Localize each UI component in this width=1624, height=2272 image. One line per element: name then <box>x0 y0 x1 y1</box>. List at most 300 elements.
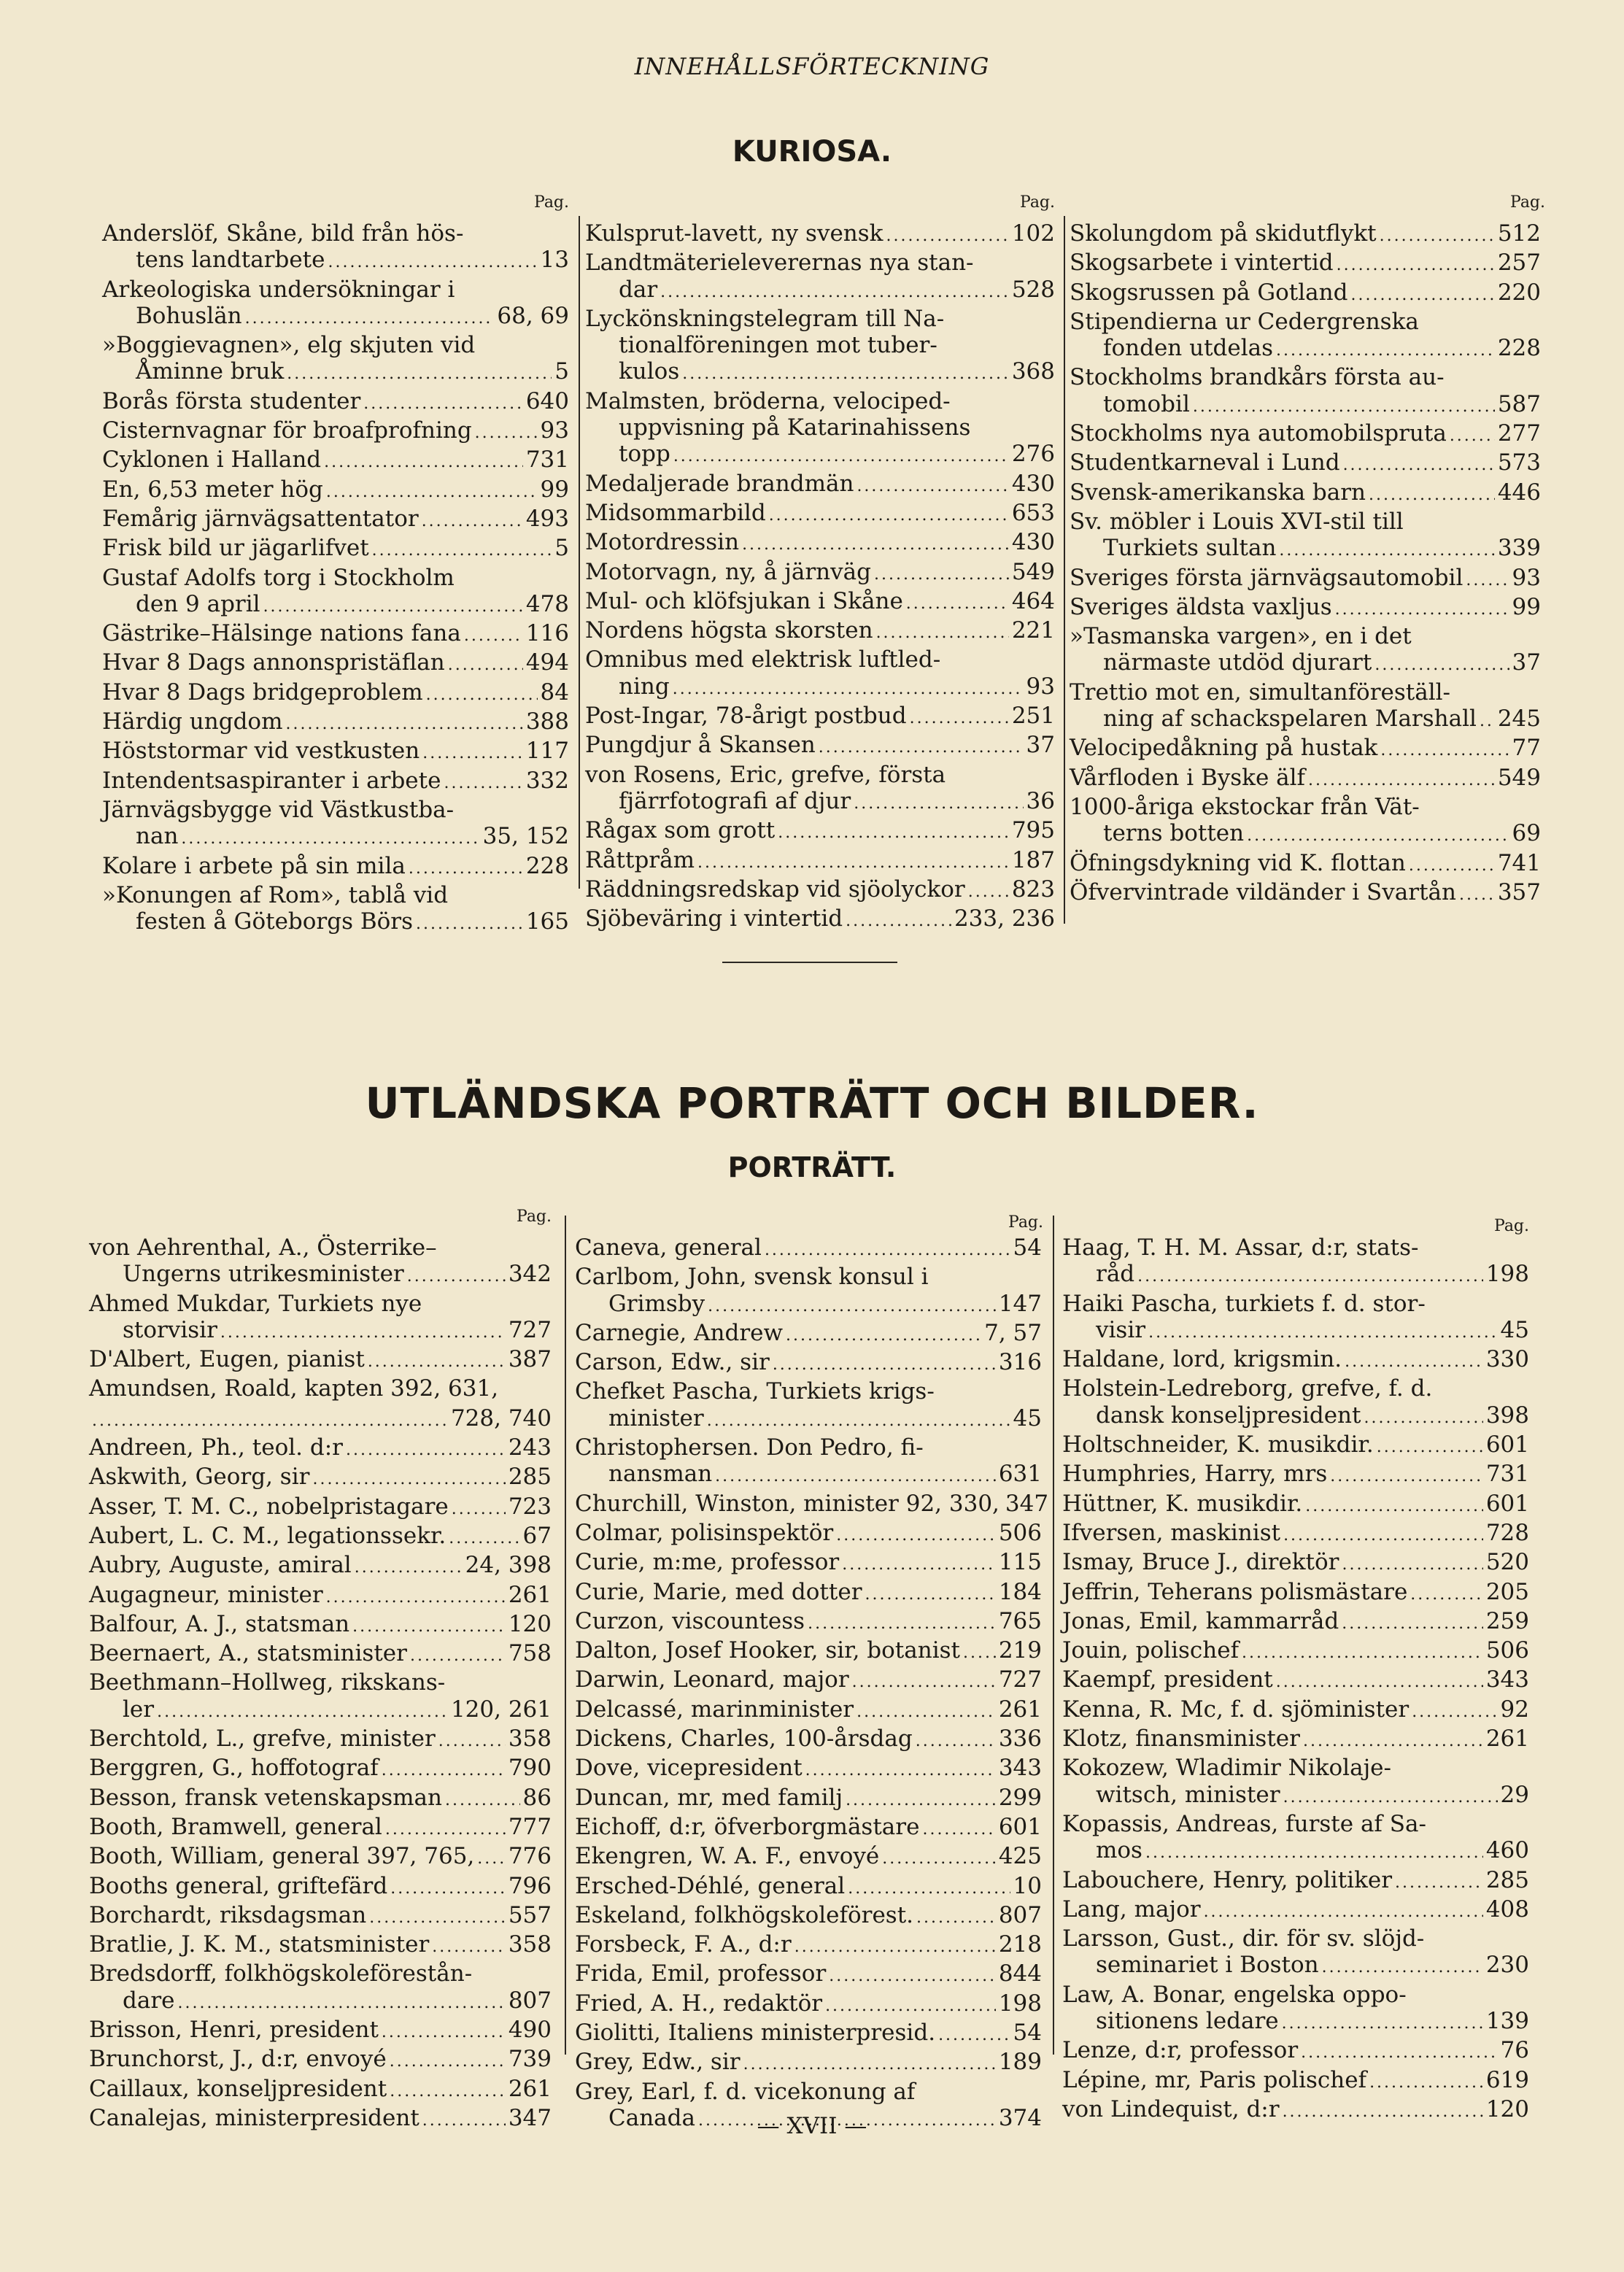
entry-text: Midsommarbild <box>585 499 766 526</box>
entry-text: ning <box>619 673 670 700</box>
entry-text: Eskeland, folkhögskoleförest. <box>575 1901 914 1928</box>
entry-text: den 9 april <box>136 590 260 617</box>
index-entry <box>585 817 1055 846</box>
index-entry <box>585 500 1055 529</box>
index-entry <box>89 1814 552 1843</box>
index-entry <box>585 732 1055 761</box>
page-ref: 549 <box>1011 558 1055 585</box>
index-entry <box>89 1405 552 1434</box>
page-ref: 823 <box>1011 876 1055 903</box>
dot-leader <box>1395 1870 1483 1896</box>
entry-text: Stockholms brandkårs första au- <box>1070 364 1445 391</box>
entry-text: Curie, m:me, professor <box>575 1549 840 1576</box>
entry-text: Skogsarbete i vintertid <box>1070 250 1334 277</box>
dot-leader <box>805 1758 996 1784</box>
page-ref: 316 <box>998 1349 1042 1376</box>
index-entry <box>575 1726 1042 1755</box>
page-ref: 807 <box>998 1901 1042 1928</box>
entry-text: Räddningsredskap vid sjöolyckor <box>585 876 965 903</box>
index-entry <box>575 1264 1042 1320</box>
entry-text: Ersched-Déhlé, general <box>575 1872 846 1899</box>
dot-leader <box>328 250 538 276</box>
dot-leader <box>1412 1699 1497 1726</box>
entry-text: tens landtarbete <box>136 247 325 274</box>
page-ref: 76 <box>1500 2037 1529 2064</box>
page-ref: 520 <box>1485 1549 1529 1576</box>
entry-text: Grey, Edw., sir <box>575 2049 741 2076</box>
page-ref: 430 <box>1011 470 1055 497</box>
section-divider <box>722 962 897 963</box>
dot-leader <box>707 1408 1010 1434</box>
entry-text: Christophersen. Don Pedro, fi- <box>575 1434 924 1461</box>
entry-text: Trettio mot en, simultanföreställ- <box>1070 679 1451 706</box>
page-ref: 251 <box>1011 703 1055 730</box>
index-entry <box>89 2046 552 2075</box>
entry-text: Carnegie, Andrew <box>575 1319 784 1346</box>
index-entry <box>102 768 569 797</box>
dot-leader <box>778 820 1009 846</box>
entry-text: Fried, A. H., redaktör <box>575 1990 823 2017</box>
entry-text: Femårig järnvägsattentator <box>102 505 419 532</box>
page-ref: 120, 261 <box>450 1696 552 1723</box>
index-entry <box>575 1931 1042 1960</box>
entry-text: Balfour, A. J., statsman <box>89 1610 350 1637</box>
running-header: INNEHÅLLSFÖRTECKNING <box>634 53 990 80</box>
dot-leader <box>842 1552 996 1578</box>
index-entry <box>1062 2037 1529 2066</box>
pag-label: Pag. <box>1494 1217 1530 1235</box>
index-entry <box>102 277 569 333</box>
entry-text: Sjöbeväring i vintertid <box>585 905 843 932</box>
entry-text: Stipendierna ur Cedergrenska <box>1070 308 1419 335</box>
page-ref: 37 <box>1512 649 1541 676</box>
entry-text: Nordens högsta skorsten <box>585 617 873 644</box>
page-ref: 233, 236 <box>954 905 1055 932</box>
portratt-column-3 <box>1062 1234 1529 2125</box>
page-ref: 184 <box>998 1578 1042 1605</box>
page-ref: 358 <box>508 1726 552 1753</box>
page-ref: 99 <box>540 476 569 503</box>
dot-leader <box>438 1728 506 1755</box>
kuriosa-column-3 <box>1070 220 1541 908</box>
page-ref: 807 <box>508 1987 552 2014</box>
entry-text: Haiki Pascha, turkiets f. d. stor- <box>1062 1290 1426 1317</box>
page-ref: 45 <box>1013 1404 1042 1431</box>
page-ref: 24, 398 <box>465 1552 552 1579</box>
entry-text: Berchtold, L., grefve, minister <box>89 1726 436 1753</box>
entry-text: nan <box>136 823 179 850</box>
index-entry <box>89 1375 552 1404</box>
dot-leader <box>1303 1728 1483 1755</box>
dot-leader <box>285 711 522 738</box>
index-entry <box>89 2076 552 2105</box>
page-ref: 35, 152 <box>482 823 569 850</box>
entry-text: Post-Ingar, 78-årigt postbud <box>585 703 907 730</box>
index-entry <box>575 2049 1042 2078</box>
entry-text: En, 6,53 meter hög <box>102 476 323 503</box>
entry-text: D'Albert, Eugen, pianist <box>89 1346 365 1373</box>
entry-text: Omnibus med elektrisk luftled- <box>585 646 941 673</box>
dot-leader <box>368 1349 506 1375</box>
index-entry <box>89 1464 552 1493</box>
dot-leader <box>1480 708 1495 735</box>
dot-leader <box>449 1526 519 1552</box>
page-ref: 493 <box>525 505 569 532</box>
dot-leader <box>426 682 538 708</box>
entry-text: Kolare i arbete på sin mila <box>102 852 406 879</box>
entry-text: mos <box>1096 1837 1142 1864</box>
page-ref: 219 <box>998 1637 1042 1664</box>
dot-leader <box>1276 1669 1483 1696</box>
page-ref: 506 <box>998 1519 1042 1546</box>
index-entry <box>89 1552 552 1581</box>
index-entry <box>89 1346 552 1375</box>
entry-text: dare <box>123 1987 175 2014</box>
index-entry <box>1062 1755 1529 1811</box>
index-entry <box>1070 594 1541 623</box>
page-ref: 228 <box>1497 335 1541 362</box>
entry-text: fonden utdelas <box>1103 335 1274 362</box>
dot-leader <box>1345 1349 1483 1375</box>
dot-leader <box>390 2079 506 2105</box>
entry-text: von Lindequist, d:r <box>1062 2095 1280 2122</box>
index-entry <box>102 797 569 853</box>
index-entry <box>575 1434 1042 1491</box>
dot-leader <box>854 791 1023 817</box>
index-entry <box>89 1582 552 1611</box>
index-entry <box>1070 794 1541 850</box>
dot-leader <box>1450 423 1495 449</box>
entry-text: Öfvervintrade vildänder i Svartån <box>1070 878 1456 905</box>
dot-leader <box>448 652 523 679</box>
index-entry <box>585 588 1055 617</box>
entry-text: närmaste utdöd djurart <box>1103 649 1372 676</box>
index-entry <box>575 1320 1042 1349</box>
index-entry <box>102 535 569 564</box>
index-entry <box>1070 364 1541 420</box>
dot-leader <box>245 306 495 332</box>
page-ref: 601 <box>1485 1431 1529 1458</box>
dot-leader <box>1377 1434 1483 1461</box>
index-entry <box>575 1960 1042 1990</box>
index-entry <box>575 1902 1042 1931</box>
dot-leader <box>846 1788 996 1814</box>
page-ref: 430 <box>1011 529 1055 556</box>
index-entry <box>1062 1461 1529 1490</box>
entry-text: Dove, vicepresident <box>575 1755 803 1782</box>
dot-leader <box>464 623 523 649</box>
dot-leader <box>407 1264 506 1290</box>
dot-leader <box>848 1876 1010 1902</box>
dot-leader <box>673 676 1024 703</box>
index-entry <box>1062 1867 1529 1896</box>
page-ref: 120 <box>508 1610 552 1637</box>
column-divider <box>565 1216 566 2055</box>
entry-text: ning af schackspelaren Marshall <box>1103 706 1477 733</box>
entry-text: Amundsen, Roald, kapten 392, 631, <box>89 1375 499 1402</box>
page-ref: 5 <box>554 358 569 385</box>
page-ref: 7, 57 <box>984 1319 1042 1346</box>
page-ref: 261 <box>1485 1726 1529 1753</box>
page-ref: 220 <box>1497 279 1541 306</box>
index-entry <box>1062 1726 1529 1755</box>
entry-text: Sveriges äldsta vaxljus <box>1070 593 1332 620</box>
entry-text: Sveriges första järnvägsautomobil <box>1070 564 1463 591</box>
dot-leader <box>794 1934 996 1960</box>
index-entry <box>89 1902 552 1931</box>
entry-text: Ifversen, maskinist <box>1062 1519 1281 1546</box>
entry-text: Curzon, viscountess <box>575 1607 805 1634</box>
page-ref: 727 <box>998 1666 1042 1693</box>
entry-text: Labouchere, Henry, politiker <box>1062 1866 1393 1893</box>
index-entry <box>585 388 1055 471</box>
dot-leader <box>852 1669 996 1696</box>
page-ref: 460 <box>1485 1837 1529 1864</box>
page-ref: 257 <box>1497 250 1541 277</box>
page-ref: 640 <box>525 387 569 414</box>
entry-text: Caneva, general <box>575 1234 762 1261</box>
entry-text: Darwin, Leonard, major <box>575 1666 849 1693</box>
index-entry <box>102 708 569 738</box>
index-entry <box>585 250 1055 306</box>
dot-leader <box>916 1905 996 1931</box>
entry-text: Curie, Marie, med dotter <box>575 1578 862 1605</box>
portratt-column-1 <box>89 1234 552 2134</box>
entry-text: Larsson, Gust., dir. för sv. slöjd- <box>1062 1925 1425 1952</box>
dot-leader <box>836 1523 996 1549</box>
index-entry <box>1062 1896 1529 1925</box>
index-entry <box>1062 1982 1529 2038</box>
entry-text: Velocipedåkning på hustak <box>1070 735 1378 762</box>
dot-leader <box>1301 2040 1497 2066</box>
page-ref: 446 <box>1497 479 1541 506</box>
dot-leader <box>1193 394 1495 420</box>
page-ref: 332 <box>525 767 569 794</box>
kuriosa-section-title: KURIOSA. <box>732 135 892 169</box>
entry-text: Gästrike–Hälsinge nations fana <box>102 620 461 647</box>
entry-text: Kopassis, Andreas, furste af Sa- <box>1062 1810 1426 1837</box>
entry-text: Delcassé, marinminister <box>575 1696 854 1723</box>
page-ref: 549 <box>1497 764 1541 791</box>
page-ref: 54 <box>1013 2020 1042 2047</box>
entry-text: Askwith, Georg, sir <box>89 1464 310 1491</box>
index-entry <box>585 905 1055 935</box>
entry-text: Råttpråm <box>585 846 695 873</box>
entry-text: Skogsrussen på Gotland <box>1070 279 1348 306</box>
page-ref: 93 <box>540 417 569 444</box>
index-entry <box>575 1378 1042 1434</box>
dot-leader <box>1337 252 1495 279</box>
page-ref: 187 <box>1011 846 1055 873</box>
dot-leader <box>220 1320 506 1346</box>
index-entry <box>89 1873 552 1902</box>
page-ref: 45 <box>1500 1316 1529 1343</box>
entry-text: Frisk bild ur jägarlifvet <box>102 535 369 562</box>
page-ref: 218 <box>998 1931 1042 1958</box>
index-entry <box>585 703 1055 732</box>
entry-text: Forsbeck, F. A., d:r <box>575 1931 792 1958</box>
entry-text: Medaljerade brandmän <box>585 470 854 497</box>
entry-text: Borchardt, riksdagsman <box>89 1901 367 1928</box>
entry-text: tomobil <box>1103 390 1190 417</box>
entry-text: Intendentsaspiranter i arbete <box>102 767 441 794</box>
index-entry <box>102 447 569 476</box>
entry-text: Churchill, Winston, minister 92, 330, <box>575 1490 999 1517</box>
entry-text: Borås första studenter <box>102 387 361 414</box>
index-entry <box>1070 479 1541 509</box>
page-ref: 619 <box>1485 2066 1529 2093</box>
entry-text: storvisir <box>123 1316 217 1343</box>
pag-label: Pag. <box>1510 193 1546 212</box>
page-ref: 343 <box>1485 1666 1529 1693</box>
index-entry <box>1070 279 1541 309</box>
page-ref: 731 <box>1485 1461 1529 1488</box>
page-ref: 285 <box>1485 1866 1529 1893</box>
page-ref: 777 <box>508 1813 552 1840</box>
dot-leader <box>324 449 523 476</box>
dot-leader <box>857 474 1008 500</box>
index-entry <box>102 220 569 277</box>
dot-leader <box>382 2020 506 2046</box>
dot-leader <box>846 908 951 935</box>
entry-text: Giolitti, Italiens ministerpresid. <box>575 2020 936 2047</box>
page-ref: 117 <box>525 738 569 765</box>
index-entry <box>89 1523 552 1552</box>
entry-text: Haag, T. H. M. Assar, d:r, stats- <box>1062 1234 1419 1261</box>
page-ref: 343 <box>998 1755 1042 1782</box>
page-ref: 330 <box>1485 1346 1529 1373</box>
index-entry <box>89 1291 552 1347</box>
dot-leader <box>1276 338 1495 364</box>
index-entry <box>102 738 569 767</box>
entry-text: Hvar 8 Dags bridgeproblem <box>102 679 423 706</box>
index-entry <box>102 388 569 417</box>
entry-text: Skolungdom på skidutflykt <box>1070 220 1377 247</box>
dot-leader <box>445 1788 520 1814</box>
entry-text: Berggren, G., hoffotograf <box>89 1755 379 1782</box>
page-ref: 425 <box>998 1843 1042 1870</box>
index-entry <box>89 1640 552 1669</box>
index-entry <box>575 1520 1042 1549</box>
index-entry <box>89 1494 552 1523</box>
entry-text: Pungdjur å Skansen <box>585 732 816 759</box>
page-ref: 198 <box>998 1990 1042 2017</box>
dot-leader <box>886 223 1008 250</box>
entry-text: Lépine, mr, Paris polischef <box>1062 2066 1367 2093</box>
dot-leader <box>178 1990 506 2017</box>
page-ref: 245 <box>1497 706 1541 733</box>
index-entry <box>102 679 569 708</box>
page-ref: 261 <box>508 1581 552 1608</box>
entry-text: Öfningsdykning vid K. flottan <box>1070 849 1406 876</box>
dot-leader <box>786 1323 981 1349</box>
index-entry <box>1062 1375 1529 1431</box>
index-entry <box>1062 1491 1529 1520</box>
page-ref: 205 <box>1485 1578 1529 1605</box>
page-ref: 573 <box>1497 449 1541 476</box>
index-entry <box>585 471 1055 500</box>
index-entry <box>102 332 569 388</box>
index-entry <box>1062 1520 1529 1549</box>
entry-text: Beernaert, A., statsminister <box>89 1640 407 1667</box>
dot-leader <box>715 1464 996 1490</box>
page-ref: 93 <box>1512 564 1541 591</box>
dot-leader <box>346 1437 506 1464</box>
entry-text: Duncan, mr, med familj <box>575 1784 843 1811</box>
index-entry <box>1062 1346 1529 1375</box>
page-ref: 790 <box>508 1755 552 1782</box>
page-ref: 139 <box>1485 2008 1529 2035</box>
page-ref: 261 <box>998 1696 1042 1723</box>
index-entry <box>575 1608 1042 1637</box>
index-entry <box>1070 509 1541 565</box>
index-entry <box>1070 449 1541 479</box>
index-entry <box>575 1579 1042 1608</box>
dot-leader <box>1342 1611 1483 1637</box>
page-ref: 230 <box>1485 1952 1529 1979</box>
index-entry <box>1062 1925 1529 1982</box>
index-entry <box>585 617 1055 646</box>
dot-leader <box>475 420 538 447</box>
page-ref: 727 <box>508 1316 552 1343</box>
dot-leader <box>326 479 538 506</box>
dot-leader <box>1322 1955 1483 1981</box>
page-ref: 228 <box>525 852 569 879</box>
dot-leader <box>1283 1523 1483 1549</box>
pag-label: Pag. <box>534 193 570 212</box>
page-ref: 796 <box>508 1872 552 1899</box>
entry-text: Motorvagn, ny, å järnväg <box>585 558 871 585</box>
dot-leader <box>673 444 1009 470</box>
entry-text: topp <box>619 441 670 468</box>
page-ref: 276 <box>1011 441 1055 468</box>
index-entry <box>89 2017 552 2046</box>
page-ref: 86 <box>522 1784 552 1811</box>
entry-text: Holstein-Ledreborg, grefve, f. d. <box>1062 1375 1433 1402</box>
entry-text: witsch, minister <box>1096 1781 1280 1808</box>
entry-text: Carson, Edw., sir <box>575 1349 770 1376</box>
index-entry <box>585 646 1055 703</box>
dot-leader <box>963 1640 996 1666</box>
dot-leader <box>906 591 1009 617</box>
index-entry <box>1062 1696 1529 1726</box>
index-entry <box>1070 623 1541 679</box>
entry-text: Härdig ungdom <box>102 708 283 735</box>
page-ref: 388 <box>525 708 569 735</box>
dot-leader <box>1305 1494 1483 1520</box>
page-ref: 357 <box>1497 878 1541 905</box>
entry-text: festen å Göteborgs Börs <box>136 908 414 935</box>
entry-text: Järnvägsbygge vid Västkustba- <box>102 796 455 823</box>
dot-leader <box>708 1294 996 1320</box>
dot-leader <box>432 1934 506 1960</box>
page-ref: 398 <box>1485 1402 1529 1429</box>
page-ref: 601 <box>1485 1490 1529 1517</box>
index-entry <box>89 1755 552 1784</box>
entry-text: Law, A. Bonar, engelska oppo- <box>1062 1981 1407 2008</box>
dot-leader <box>910 706 1009 732</box>
dot-leader <box>1330 1464 1483 1490</box>
index-entry <box>1070 765 1541 794</box>
dot-leader <box>326 1585 506 1611</box>
page-ref: 68, 69 <box>497 302 569 329</box>
entry-text: kulos <box>619 358 680 385</box>
entry-text: von Aehrenthal, A., Österrike– <box>89 1234 437 1261</box>
entry-text: Colmar, polisinspektör <box>575 1519 834 1546</box>
entry-text: Humphries, Harry, mrs <box>1062 1461 1328 1488</box>
entry-text: Jeffrin, Teherans polismästare <box>1062 1578 1408 1605</box>
index-entry <box>89 1669 552 1726</box>
